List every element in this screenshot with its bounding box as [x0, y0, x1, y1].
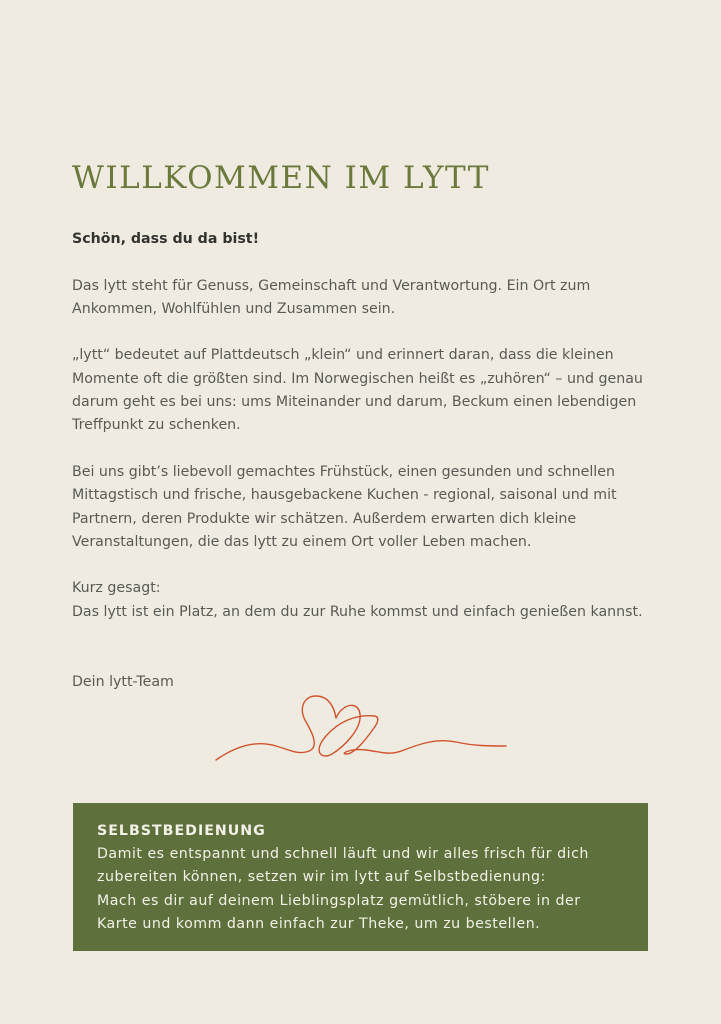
text-line: Veranstaltungen, die das lytt zu einem Ort voller Leben machen. [72, 533, 532, 550]
text-line: Partnern, deren Produkte wir schätzen. Außerdem erwarten dich kleine [72, 510, 577, 527]
text-line: Momente oft die größten sind. Im Norwegischen heißt es „zuhören“ – und genau [72, 370, 643, 387]
self-service-title: SELBSTBEDIENUNG [97, 823, 266, 839]
hearts-line-icon [214, 690, 508, 766]
text-line: „lytt“ bedeutet auf Plattdeutsch „klein“ und erinnert daran, dass die kleinen [72, 347, 614, 364]
page-title: WILLKOMMEN IM LYTT [72, 160, 490, 196]
paragraph-intro [72, 275, 652, 322]
greeting: Schön, dass du da bist! [72, 231, 260, 247]
self-service-line: Karte und komm dann einfach zur Theke, um zu bestellen. [97, 915, 541, 932]
text-line: Bei uns gibt’s liebevoll gemachtes Frühstück, einen gesunden und schnellen [72, 463, 615, 480]
self-service-box [73, 803, 648, 951]
signoff: Dein lytt-Team [72, 673, 174, 690]
text-line: Kurz gesagt: [72, 580, 161, 597]
paragraph-offer [72, 461, 652, 554]
text-line: Ankommen, Wohlfühlen und Zusammen sein. [72, 300, 396, 317]
text-line: Mittagstisch und frische, hausgebackene Kuchen - regional, saisonal und mit [72, 487, 617, 504]
welcome-text [72, 228, 652, 717]
text-line: Das lytt ist ein Platz, an dem du zur Ruhe kommst und einfach genießen kannst. [72, 603, 643, 620]
paragraph-meaning [72, 344, 652, 437]
text-line: darum geht es bei uns: ums Miteinander und darum, Beckum einen lebendigen [72, 394, 637, 411]
self-service-line: Mach es dir auf deinem Lieblingsplatz gemütlich, stöbere in der [97, 892, 581, 909]
self-service-line: zubereiten können, setzen wir im lytt auf Selbstbedienung: [97, 869, 546, 886]
paragraph-summary [72, 577, 652, 624]
text-line: Treffpunkt zu schenken. [72, 417, 241, 434]
text-line: Das lytt steht für Genuss, Gemeinschaft und Verantwortung. Ein Ort zum [72, 277, 591, 294]
self-service-line: Damit es entspannt und schnell läuft und wir alles frisch für dich [97, 846, 589, 863]
